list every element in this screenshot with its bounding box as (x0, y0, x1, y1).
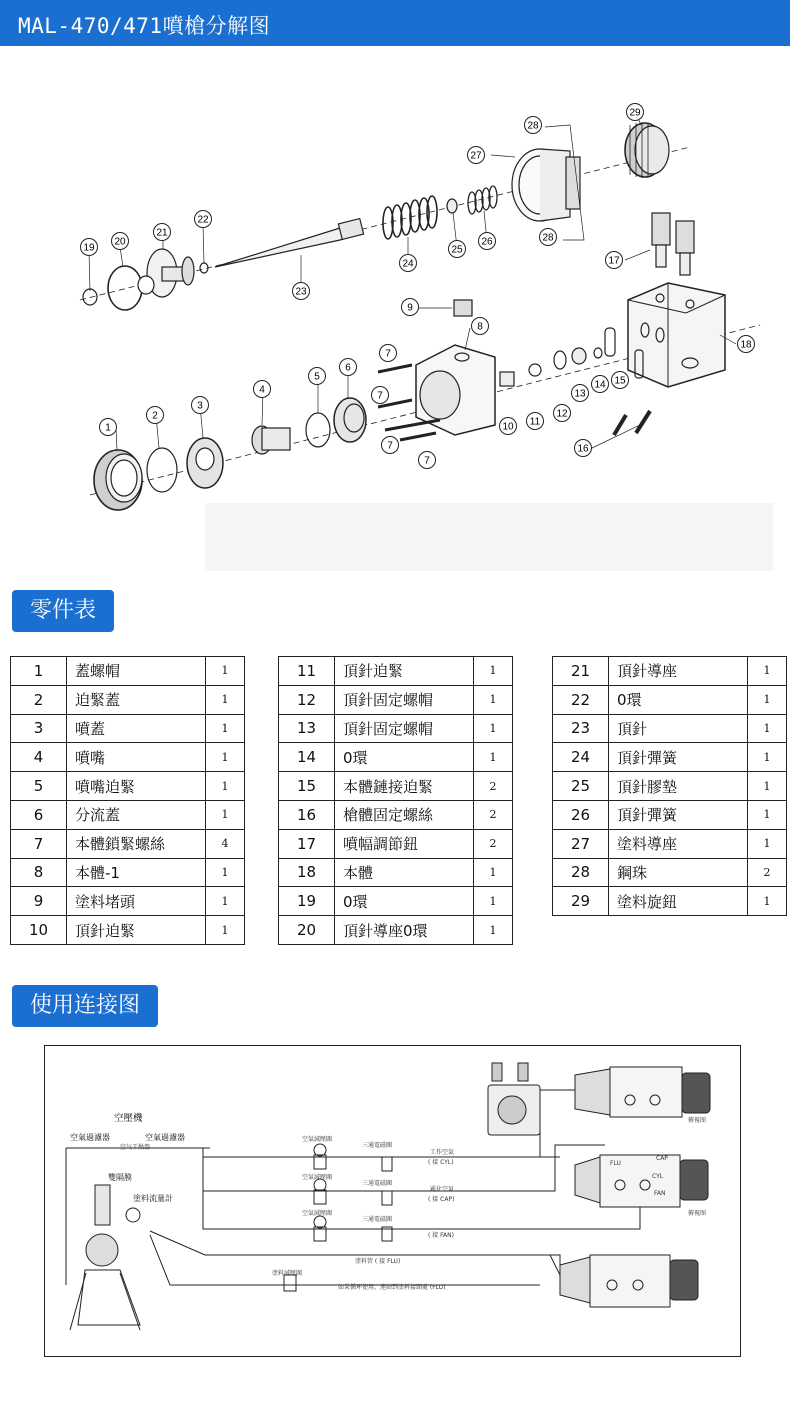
callout-label: 11 (529, 416, 541, 428)
callout-25 (449, 241, 466, 258)
part-name: 本體-1 (67, 858, 206, 887)
part-name: 噴幅調節鈕 (335, 829, 474, 858)
part-number: 16 (279, 800, 335, 829)
part-row (11, 657, 245, 686)
part-number: 2 (11, 685, 67, 714)
part-quantity: 1 (748, 714, 787, 743)
part-quantity: 1 (748, 743, 787, 772)
part-name: 本體 (335, 858, 474, 887)
callout-22 (195, 211, 212, 228)
part-row (11, 916, 245, 945)
callout-11 (527, 413, 544, 430)
callout-21 (154, 224, 171, 241)
callout-1 (100, 419, 117, 436)
callout-label: 6 (345, 362, 351, 374)
callout-label: 29 (629, 107, 641, 119)
label-filter-2: 空氣過濾器 (145, 1133, 185, 1142)
part-number: 10 (11, 916, 67, 945)
callout-9 (402, 299, 419, 316)
callout-label: 20 (114, 236, 126, 248)
part-name: 本體鏈接迫緊 (335, 772, 474, 801)
callout-28 (525, 117, 542, 134)
part-row (279, 800, 513, 829)
part-row (279, 916, 513, 945)
part-name: 槍體固定螺絲 (335, 800, 474, 829)
part-row (279, 743, 513, 772)
part-number: 28 (553, 858, 609, 887)
callout-24 (400, 255, 417, 272)
part-number: 8 (11, 858, 67, 887)
part-quantity: 1 (748, 657, 787, 686)
label-flowmeter: 塗料流量計 (133, 1194, 173, 1203)
part-number: 17 (279, 829, 335, 858)
part-quantity: 1 (474, 714, 513, 743)
callout-label: 21 (156, 227, 168, 239)
part-quantity: 1 (748, 829, 787, 858)
callout-label: 4 (259, 384, 265, 396)
callout-26 (479, 233, 496, 250)
callout-13 (572, 385, 589, 402)
part-name: 頂針彈簧 (609, 800, 748, 829)
callout-label: 8 (477, 321, 483, 333)
page-title: MAL-470/471噴槍分解图 (18, 14, 271, 38)
part-number: 12 (279, 685, 335, 714)
part-row (11, 743, 245, 772)
label-air-dryer: 空气干燥器 (120, 1144, 151, 1151)
part-row (279, 772, 513, 801)
part-quantity: 1 (206, 685, 245, 714)
part-name: 頂針導座0環 (335, 916, 474, 945)
part-number: 26 (553, 800, 609, 829)
label-reg-3: 空氣減壓閥 (302, 1210, 333, 1217)
part-row (553, 829, 787, 858)
callout-7 (419, 452, 436, 469)
part-number: 14 (279, 743, 335, 772)
part-row (279, 657, 513, 686)
part-row (279, 887, 513, 916)
part-number: 19 (279, 887, 335, 916)
part-row (11, 685, 245, 714)
part-row (553, 772, 787, 801)
part-number: 6 (11, 800, 67, 829)
callout-15 (612, 372, 629, 389)
part-row (553, 714, 787, 743)
part-quantity: 1 (206, 800, 245, 829)
callout-label: 1 (105, 422, 111, 434)
callout-10 (500, 418, 517, 435)
part-row (11, 800, 245, 829)
label-sol-2: 三通電磁閥 (362, 1180, 393, 1187)
callout-label: 3 (197, 400, 203, 412)
parts-section-title (12, 590, 114, 632)
part-row (11, 887, 245, 916)
part-number: 23 (553, 714, 609, 743)
part-row (553, 887, 787, 916)
parts-section-title-text: 零件表 (30, 598, 97, 623)
callout-19 (81, 239, 98, 256)
callout-label: 2 (152, 410, 158, 422)
part-name: 頂針導座 (609, 657, 748, 686)
label-reg-1: 空氣減壓閥 (302, 1136, 333, 1143)
callout-label: 26 (481, 236, 493, 248)
callout-5 (309, 368, 326, 385)
callout-label: 7 (377, 390, 383, 402)
part-name: 頂針固定螺帽 (335, 714, 474, 743)
callout-6 (340, 359, 357, 376)
part-quantity: 1 (474, 887, 513, 916)
part-name: 鋼珠 (609, 858, 748, 887)
label-atomize-air: 霧化空氣 (430, 1186, 455, 1193)
part-quantity: 1 (206, 858, 245, 887)
callout-label: 5 (314, 371, 320, 383)
part-row (11, 858, 245, 887)
callout-2 (147, 407, 164, 424)
callout-label: 12 (556, 408, 568, 420)
part-quantity: 1 (206, 714, 245, 743)
part-quantity: 1 (206, 743, 245, 772)
label-cyl: ( 接 CYL) (428, 1159, 454, 1166)
part-number: 1 (11, 657, 67, 686)
part-name: 0環 (609, 685, 748, 714)
exploded-diagram (0, 95, 790, 585)
callout-14 (592, 376, 609, 393)
callout-8 (472, 318, 489, 335)
part-name: 頂針固定螺帽 (335, 685, 474, 714)
part-quantity: 1 (206, 657, 245, 686)
part-name: 噴蓋 (67, 714, 206, 743)
callout-label: 9 (407, 302, 413, 314)
part-name: 塗料導座 (609, 829, 748, 858)
label-reg-2: 空氣減壓閥 (302, 1174, 333, 1181)
label-fan: ( 接 FAN) (428, 1232, 454, 1239)
callout-16 (575, 440, 592, 457)
part-name: 分流蓋 (67, 800, 206, 829)
part-name: 0環 (335, 743, 474, 772)
label-gun-cyl: CYL (652, 1173, 664, 1180)
part-number: 25 (553, 772, 609, 801)
callout-18 (738, 336, 755, 353)
parts-table-1 (10, 656, 245, 945)
part-name: 蓋螺帽 (67, 657, 206, 686)
callout-label: 24 (402, 258, 414, 270)
label-gun-flu: FLU (610, 1160, 621, 1167)
part-name: 頂針迫緊 (335, 657, 474, 686)
part-quantity: 2 (474, 800, 513, 829)
part-quantity: 1 (748, 887, 787, 916)
callout-label: 17 (608, 255, 620, 267)
part-number: 5 (11, 772, 67, 801)
part-number: 7 (11, 829, 67, 858)
part-name: 噴嘴迫緊 (67, 772, 206, 801)
callout-label: 23 (295, 286, 307, 298)
callout-23 (293, 283, 310, 300)
label-compressor: 空壓機 (114, 1113, 143, 1124)
callout-3 (192, 397, 209, 414)
part-row (279, 829, 513, 858)
callout-4 (254, 381, 271, 398)
part-number: 4 (11, 743, 67, 772)
callout-27 (468, 147, 485, 164)
parts-table-3 (552, 656, 787, 916)
part-row (553, 743, 787, 772)
part-number: 21 (553, 657, 609, 686)
connection-section-title (12, 985, 158, 1027)
part-row (279, 858, 513, 887)
label-gun-cap: CAP (656, 1155, 668, 1162)
label-cap: ( 接 CAP) (428, 1196, 455, 1203)
callout-28 (540, 229, 557, 246)
label-diaphragm: 雙隔膜 (108, 1173, 132, 1182)
label-filter-1: 空氣過濾器 (70, 1133, 110, 1142)
label-sol-1: 三通電磁閥 (362, 1142, 393, 1149)
part-name: 塗料旋鈕 (609, 887, 748, 916)
part-number: 18 (279, 858, 335, 887)
part-quantity: 1 (748, 772, 787, 801)
callout-7 (382, 437, 399, 454)
part-number: 11 (279, 657, 335, 686)
part-row (279, 714, 513, 743)
part-number: 9 (11, 887, 67, 916)
part-quantity: 1 (206, 887, 245, 916)
callout-label: 7 (387, 440, 393, 452)
callout-label: 28 (542, 232, 554, 244)
label-top-view-2: 俯視图 (688, 1210, 707, 1217)
callout-7 (372, 387, 389, 404)
part-row (553, 657, 787, 686)
parts-table-2 (278, 656, 513, 945)
callout-7 (380, 345, 397, 362)
part-number: 3 (11, 714, 67, 743)
callout-label: 15 (614, 375, 626, 387)
callout-label: 10 (502, 421, 514, 433)
header-bar (0, 0, 790, 46)
part-quantity: 1 (748, 685, 787, 714)
part-name: 噴嘴 (67, 743, 206, 772)
callout-label: 27 (470, 150, 482, 162)
part-name: 頂針 (609, 714, 748, 743)
callout-label: 7 (385, 348, 391, 360)
part-name: 塗料堵頭 (67, 887, 206, 916)
label-gun-fan: FAN (654, 1190, 666, 1197)
part-row (11, 829, 245, 858)
part-number: 15 (279, 772, 335, 801)
part-name: 迫緊蓋 (67, 685, 206, 714)
callout-12 (554, 405, 571, 422)
part-row (553, 858, 787, 887)
part-number: 27 (553, 829, 609, 858)
part-quantity: 2 (474, 829, 513, 858)
callout-20 (112, 233, 129, 250)
label-paint-pipe: 塗料管 ( 接 FLU) (355, 1258, 401, 1265)
part-row (279, 685, 513, 714)
part-quantity: 1 (474, 858, 513, 887)
part-quantity: 1 (474, 685, 513, 714)
part-number: 29 (553, 887, 609, 916)
label-sol-3: 三通電磁閥 (362, 1216, 393, 1223)
callout-label: 16 (577, 443, 589, 455)
callout-29 (627, 104, 644, 121)
label-work-air: 工作空氣 (430, 1149, 455, 1156)
connection-section-title-text: 使用连接图 (30, 993, 141, 1018)
part-name: 頂針彈簧 (609, 743, 748, 772)
part-quantity: 2 (474, 772, 513, 801)
part-number: 24 (553, 743, 609, 772)
callout-label: 19 (83, 242, 95, 254)
part-row (11, 772, 245, 801)
callout-label: 14 (594, 379, 606, 391)
part-row (11, 714, 245, 743)
part-name: 頂針迫緊 (67, 916, 206, 945)
part-row (553, 685, 787, 714)
part-quantity: 2 (748, 858, 787, 887)
part-quantity: 1 (474, 743, 513, 772)
part-number: 20 (279, 916, 335, 945)
callout-label: 18 (740, 339, 752, 351)
part-number: 22 (553, 685, 609, 714)
part-quantity: 1 (748, 800, 787, 829)
callout-label: 7 (424, 455, 430, 467)
part-number: 13 (279, 714, 335, 743)
part-name: 0環 (335, 887, 474, 916)
label-top-view-1: 俯視图 (688, 1117, 707, 1124)
callout-label: 13 (574, 388, 586, 400)
callout-label: 22 (197, 214, 209, 226)
part-quantity: 1 (206, 772, 245, 801)
part-quantity: 1 (474, 657, 513, 686)
part-quantity: 1 (474, 916, 513, 945)
connection-diagram (0, 1045, 790, 1357)
part-name: 頂針膠墊 (609, 772, 748, 801)
part-quantity: 1 (206, 916, 245, 945)
label-paint-reg: 塗料減壓閥 (272, 1270, 303, 1277)
callout-label: 25 (451, 244, 463, 256)
callout-17 (606, 252, 623, 269)
part-row (553, 800, 787, 829)
part-quantity: 4 (206, 829, 245, 858)
callout-label: 28 (527, 120, 539, 132)
part-name: 本體鎖緊螺絲 (67, 829, 206, 858)
label-recirc-note: 如果循环使用，連結到塗料接頭處 (FLU) (338, 1284, 446, 1291)
